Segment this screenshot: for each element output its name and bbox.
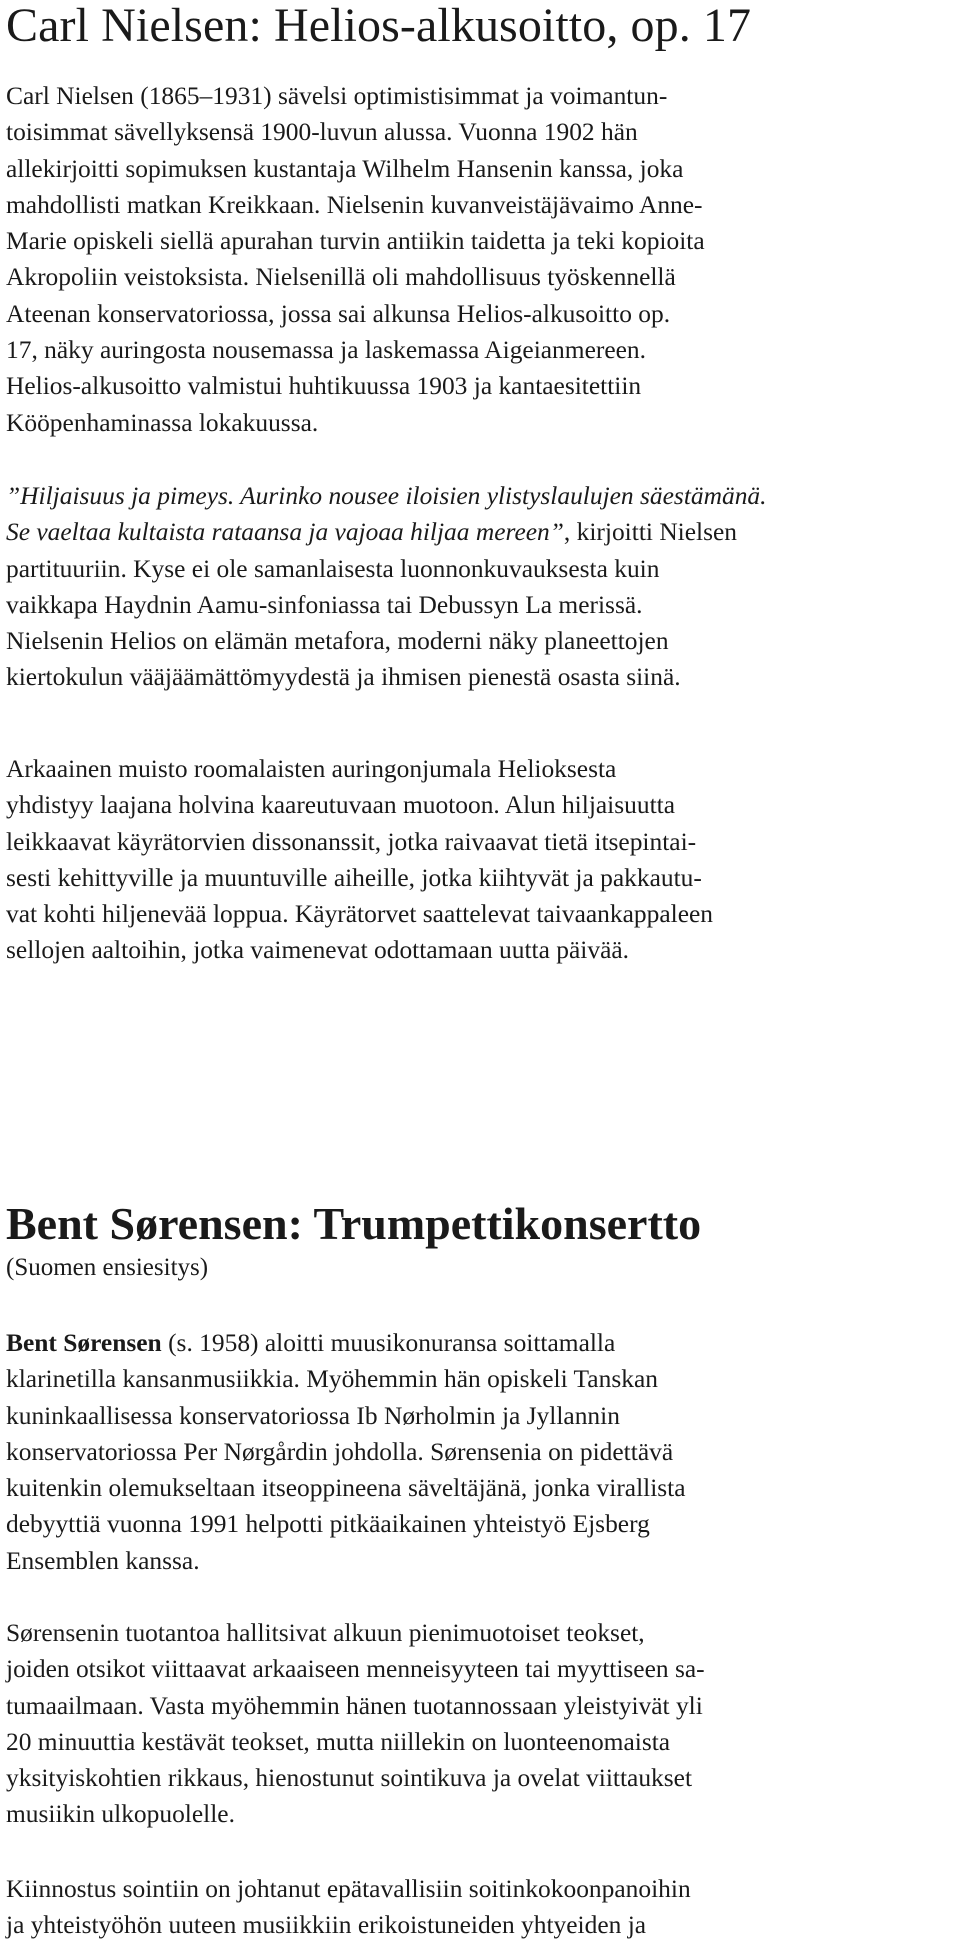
text-line: vaikkapa Haydnin Aamu-sinfoniassa tai Debussyn La merissä.: [6, 589, 643, 619]
section-title-nielsen: Carl Nielsen: Helios-alkusoitto, op. 17: [6, 0, 752, 52]
text-line: Carl Nielsen (1865–1931) sävelsi optimistisimmat ja voimantun-: [6, 81, 668, 110]
text-line: [6, 1325, 956, 1361]
text-line: debyyttiä vuonna 1991 helpotti pitkäaikainen yhteistyö Ejsberg: [6, 1509, 650, 1539]
text-line: yksityiskohtien rikkaus, hienostunut sointikuva ja ovelat viittaukset: [6, 1763, 693, 1793]
text-line: Ensemblen kanssa.: [6, 1545, 200, 1575]
paragraph-nielsen-intro: [6, 78, 956, 441]
text-line: Kööpenhaminassa lokakuussa.: [6, 407, 319, 437]
text-line: Akropoliin veistoksista. Nielsenillä oli mahdollisuus työskennellä: [6, 262, 676, 292]
text-line: [6, 514, 956, 550]
text-line: Arkaainen muisto roomalaisten auringonjumala Helioksesta: [6, 754, 617, 783]
text-run: (s. 1958) aloitti muusikonuransa soittamalla: [161, 1328, 616, 1357]
paragraph-nielsen-quote: [6, 478, 956, 696]
text-line: allekirjoitti sopimuksen kustantaja Wilhelm Hansenin kanssa, joka: [6, 153, 684, 183]
text-line: Sørensenin tuotantoa hallitsivat alkuun pienimuotoiset teokset,: [6, 1618, 645, 1647]
text-line: leikkaavat käyrätorvien dissonanssit, jotka raivaavat tietä itsepintai-: [6, 826, 697, 856]
text-line: joiden otsikot viittaavat arkaaiseen menneisyyteen tai myyttiseen sa-: [6, 1654, 705, 1684]
text-line: klarinetilla kansanmusiikkia. Myöhemmin hän opiskeli Tanskan: [6, 1364, 658, 1394]
text-line: sellojen aaltoihin, jotka vaimenevat odottamaan uutta päivää.: [6, 935, 630, 965]
text-line: partituuriin. Kyse ei ole samanlaisesta luonnonkuvauksesta kuin: [6, 553, 660, 583]
text-line: [6, 478, 956, 514]
composer-name: Bent Sørensen: [6, 1328, 162, 1357]
paragraph-nielsen-form: [6, 751, 956, 969]
text-run: , kirjoitti Nielsen: [563, 517, 738, 547]
text-line: mahdollisti matkan Kreikkaan. Nielsenin kuvanveistäjävaimo Anne-: [6, 189, 703, 219]
text-line: konservatoriossa Per Nørgårdin johdolla. Sørensenia on pidettävä: [6, 1436, 674, 1466]
paragraph-sorensen-bio: [6, 1325, 956, 1579]
text-line: kuninkaallisessa konservatoriossa Ib Nørholmin ja Jyllannin: [6, 1400, 620, 1430]
text-line: Helios-alkusoitto valmistui huhtikuussa 1903 ja kantaesitettiin: [6, 371, 642, 401]
text-line: Nielsenin Helios on elämän metafora, moderni näky planeettojen: [6, 626, 669, 656]
text-line: Marie opiskeli siellä apurahan turvin antiikin taidetta ja teki kopioita: [6, 226, 705, 256]
text-line: tumaailmaan. Vasta myöhemmin hänen tuotannossaan yleistyivät yli: [6, 1690, 703, 1720]
text-line: ja yhteistyöhön uuteen musiikkiin erikoistuneiden yhtyeiden ja: [6, 1910, 647, 1940]
quote-text: Se vaeltaa kultaista rataansa ja vajoaa hiljaa mereen”: [6, 517, 564, 547]
text-line: 17, näky auringosta nousemassa ja laskemassa Aigeianmereen.: [6, 335, 646, 365]
text-line: Ateenan konservatoriossa, jossa sai alkunsa Helios-alkusoitto op.: [6, 298, 671, 328]
section-title-sorensen: Bent Sørensen: Trumpettikonsertto: [6, 1198, 702, 1249]
text-line: sesti kehittyville ja muuntuville aiheille, jotka kiihtyvät ja pakkautu-: [6, 862, 702, 892]
paragraph-sorensen-works: [6, 1615, 956, 1833]
text-line: vat kohti hiljenevää loppua. Käyrätorvet saattelevat taivaankappaleen: [6, 899, 713, 929]
section-subtitle: (Suomen ensiesitys): [6, 1254, 209, 1281]
text-line: kiertokulun vääjäämättömyydestä ja ihmisen pienestä osasta siinä.: [6, 662, 681, 692]
text-line: musiikin ulkopuolelle.: [6, 1799, 235, 1829]
quote-text: ”Hiljaisuus ja pimeys. Aurinko nousee iloisien ylistyslaulujen säestämänä.: [6, 481, 767, 510]
text-line: 20 minuuttia kestävät teokset, mutta niillekin on luonteenomaista: [6, 1726, 671, 1756]
text-line: yhdistyy laajana holvina kaareutuvaan muotoon. Alun hiljaisuutta: [6, 790, 676, 820]
text-line: Kiinnostus sointiin on johtanut epätavallisiin soitinkokoonpanoihin: [6, 1874, 691, 1903]
text-line: toisimmat sävellyksensä 1900-luvun alussa. Vuonna 1902 hän: [6, 117, 638, 147]
paragraph-sorensen-sound: [6, 1871, 956, 1944]
text-line: kuitenkin olemukseltaan itseoppineena säveltäjänä, jonka virallista: [6, 1473, 686, 1503]
